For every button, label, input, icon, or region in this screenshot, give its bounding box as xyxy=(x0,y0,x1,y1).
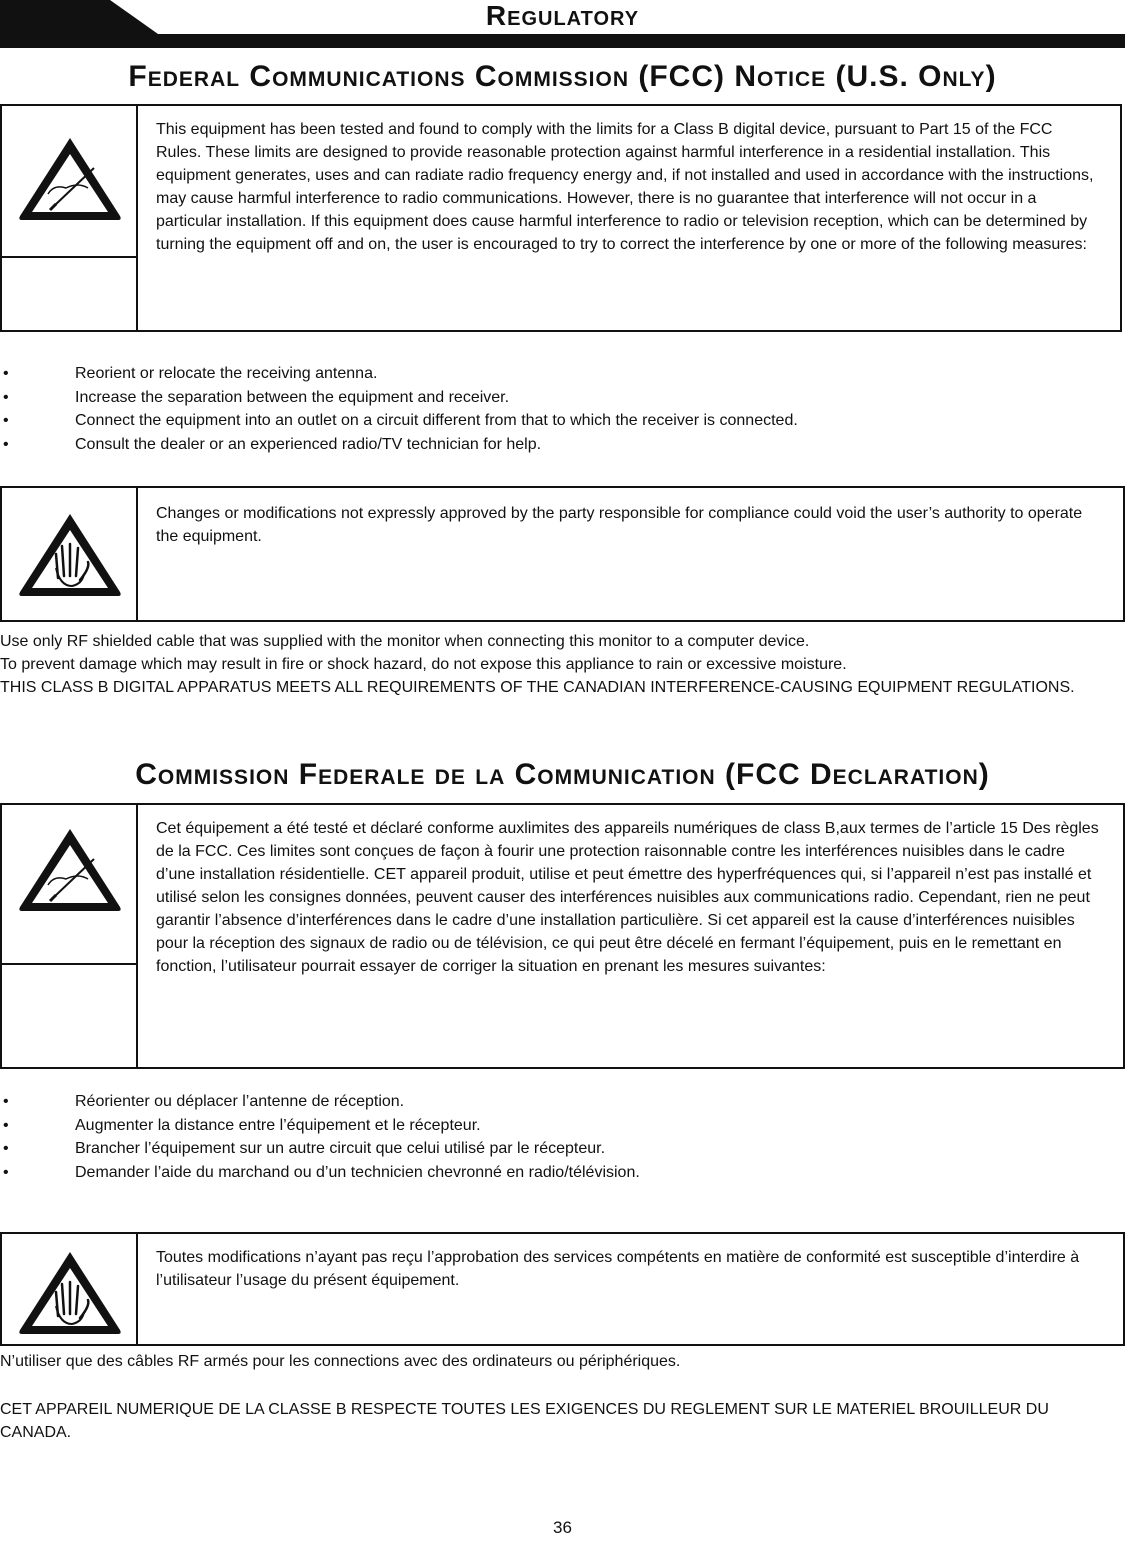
list-item: • Reorient or relocate the receiving antenna. xyxy=(3,365,378,382)
fcc-declaration-warning-box xyxy=(0,1232,1125,1346)
fcc-declaration-warning-text: Toutes modifications n’ayant pas reçu l’approbation des services compétents en matière de conformité est susceptible d’interdire à l’utilisateur l’usage du présent équipement. xyxy=(156,1249,1080,1289)
list-item: • Connect the equipment into an outlet on a circuit different from that to which the receiver is connected. xyxy=(3,412,798,429)
fcc-notice-box xyxy=(0,104,1122,332)
page-number: 36 xyxy=(553,1518,572,1537)
icon-column xyxy=(2,1234,138,1344)
icon-column-divider xyxy=(2,256,136,258)
fcc-shielded-cable-text: Use only RF shielded cable that was supplied with the monitor when connecting this monitor to a computer device. xyxy=(0,633,810,650)
fcc-declaration-cable-text: N’utiliser que des câbles RF armés pour les connections avec des ordinateurs ou périphériques. xyxy=(0,1353,681,1370)
list-item: • Demander l’aide du marchand ou d’un technicien chevronné en radio/télévision. xyxy=(3,1163,640,1181)
note-pen-icon xyxy=(14,823,126,913)
fcc-moisture-warning-text: To prevent damage which may result in fire or shock hazard, do not expose this appliance to rain or excessive moisture. xyxy=(0,656,847,673)
fcc-declaration-measures-list xyxy=(0,1090,640,1184)
warning-hand-icon xyxy=(14,1246,126,1336)
fcc-warning-text: Changes or modifications not expressly approved by the party responsible for compliance could void the user’s authority to operate the equipment. xyxy=(156,505,1083,545)
list-item: • Consult the dealer or an experienced radio/TV technician for help. xyxy=(3,435,542,453)
page-header-title: Regulatory xyxy=(485,0,640,31)
fcc-measures-list xyxy=(0,362,798,456)
icon-column xyxy=(2,805,138,1067)
fcc-declaration-box xyxy=(0,803,1125,1069)
note-pen-icon xyxy=(14,132,126,222)
fcc-warning-box xyxy=(0,486,1125,622)
icon-column-divider xyxy=(2,963,136,965)
list-item: • Brancher l’équipement sur un autre circuit que celui utilisé par le récepteur. xyxy=(3,1140,606,1157)
icon-column xyxy=(2,106,138,330)
fcc-declaration-title: Commission Federale de la Communication (FCC Declaration) xyxy=(135,758,990,791)
icon-column xyxy=(2,488,138,620)
fcc-declaration-text: Cet équipement a été testé et déclaré conforme auxlimites des appareils numériques de class B,aux termes de l’article 15 Des règles de la FCC. Ces limites sont conçues de façon à fourir une protection raisonnable contre les interférences nuisibles dans le cadre d’une installation résidentielle. CET appareil produit, utilise et peut émettre des hyperfréquences qui, si l’appareil n’est pas installé et utilisé selon les consignes données, peuvent causer des interférences nuisibles aux communications radio. Cependant, rien ne peut garantir l’absence d’interférences dans le cadre d’une installation particulière. Si cet appareil est la cause d’interférences nuisibles pour la réception des signaux de radio ou de télévision, ce qui peut être décelé en fermant l’équipement, puis en le remettant en fonction, l’utilisateur pourrait essayer de corriger la situation en prenant les mesures suivantes: xyxy=(156,820,1099,975)
fcc-notice-title: Federal Communications Commission (FCC) Notice (U.S. Only) xyxy=(128,60,997,93)
fcc-declaration-canada-text: CET APPAREIL NUMERIQUE DE LA CLASSE B RESPECTE TOUTES LES EXIGENCES DU REGLEMENT SUR LE MATERIEL BROUILLEUR DU CANADA. xyxy=(0,1401,1049,1441)
list-item: • Increase the separation between the equipment and receiver. xyxy=(3,388,510,406)
warning-hand-icon xyxy=(14,508,126,598)
fcc-notice-text: This equipment has been tested and found to comply with the limits for a Class B digital device, pursuant to Part 15 of the FCC Rules. These limits are designed to provide reasonable protection against harmful interference in a residential installation. This equipment generates, uses and can radiate radio frequency energy and, if not installed and used in accordance with the instructions, may cause harmful interference to radio communications. However, there is no guarantee that interference will not occur in a particular installation. If this equipment does cause harmful interference to radio or television reception, which can be determined by turning the equipment off and on, the user is encouraged to try to correct the interference by one or more of the following measures: xyxy=(156,121,1094,253)
list-item: • Augmenter la distance entre l’équipement et le récepteur. xyxy=(3,1116,481,1134)
fcc-canadian-compliance-text: THIS CLASS B DIGITAL APPARATUS MEETS ALL REQUIREMENTS OF THE CANADIAN INTERFERENCE-CAUSING EQUIPMENT REGULATIONS. xyxy=(0,679,1075,696)
list-item: • Réorienter ou déplacer l’antenne de réception. xyxy=(3,1093,405,1110)
